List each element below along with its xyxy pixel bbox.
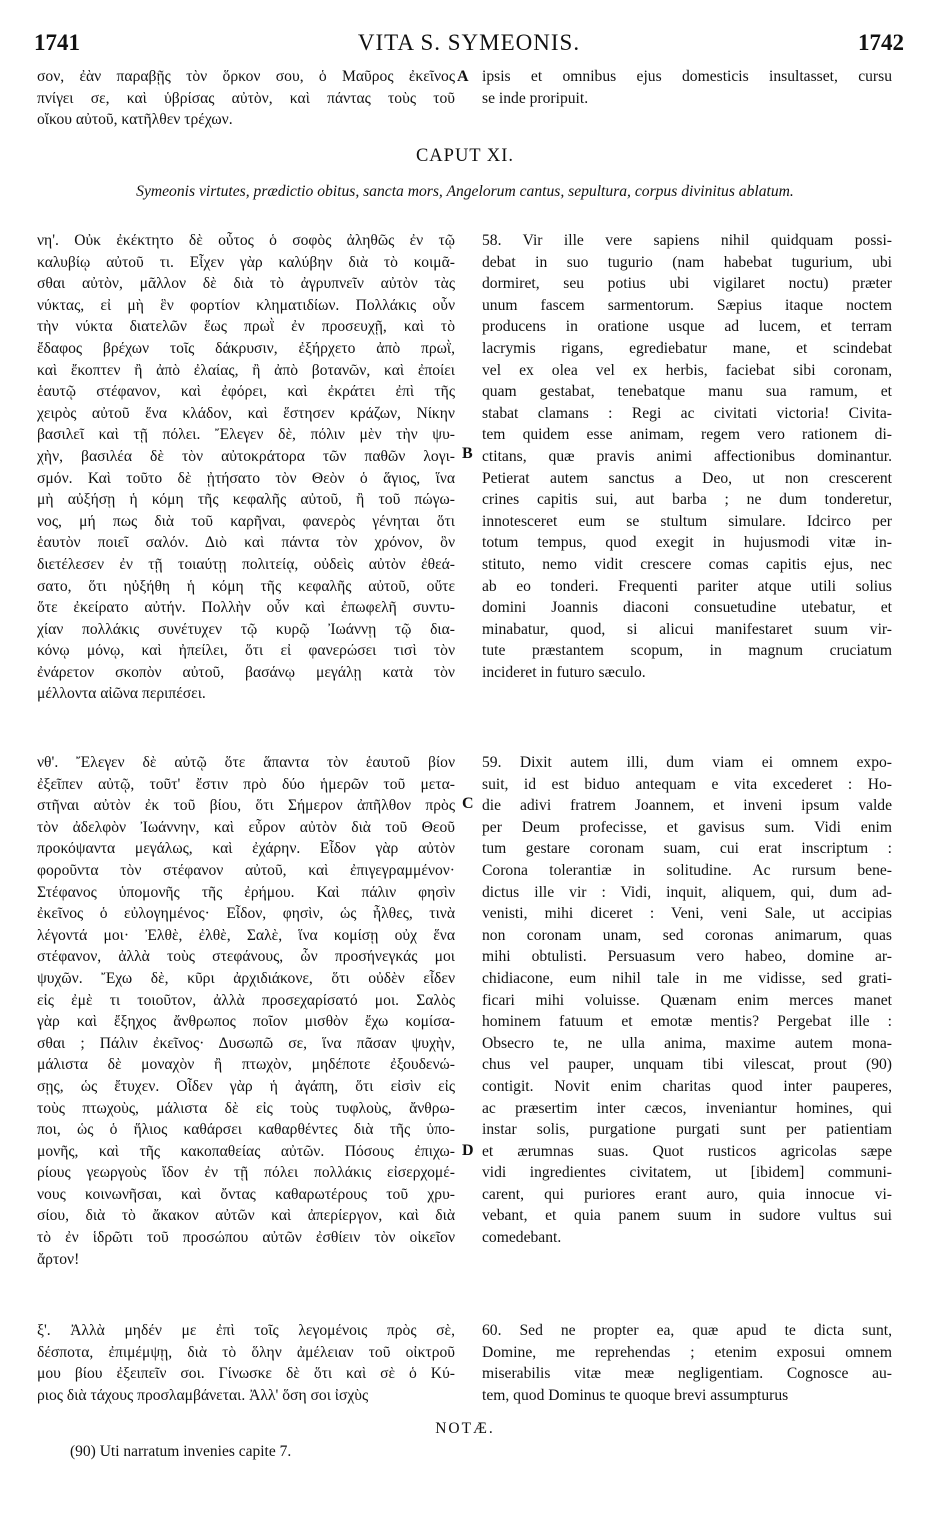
text-line: Στέφανος ὑπομονῆς τῆς ἐρήμου. Καὶ πάλιν φησὶν	[37, 883, 455, 901]
chapter-heading: CAPUT XI.	[415, 146, 515, 166]
text-line: στῆναι αὐτὸν ἐκ τοῦ βίου, ὅτι Σήμερον ἀπῆλθον πρὸς	[37, 797, 455, 815]
text-line: μου βίου ἐξειπεῖν σοι. Γίνωσκε δὲ ὅτι καὶ σὲ ὁ Κύ-	[37, 1365, 455, 1383]
text-line: chidiacone, eum nihil tale in me vidisse, sed grati-	[482, 969, 892, 987]
text-line: totum tempus, quod exegit in hujusmodi vitæ in-	[482, 534, 892, 552]
text-line: εἰς ἐμὲ τι τοιοῦτον, ἀλλὰ προσεχαρίσατό μοι. Σαλὸς	[37, 991, 455, 1009]
greek-paragraph-58	[37, 230, 455, 705]
text-line: dictus ille vir : Vidi, inquit, aliquem, qui, dum ad-	[482, 883, 892, 901]
text-line: vebant, et quia panem suum in sudore vultus sui	[482, 1207, 892, 1225]
text-line: κόνῳ μόνῳ, καὶ ἠπείλει, ὅτι εἰ φανερώσει τισὶ τὸν	[37, 642, 455, 660]
notes-heading: NOTÆ.	[435, 1420, 495, 1437]
text-line: Domine, me reprehendas ; etenim exposui omnem	[482, 1343, 892, 1361]
text-line: ποι, ὡς ὁ ἥλιος καθάρσει καθαρθέντες διὰ τῆς ὑπο-	[37, 1121, 455, 1139]
text-line: διετέλεσεν ἐν τῇ τοιαύτῃ πολιτείᾳ, οὐδεὶς αὐτὸν ἐθεά-	[37, 555, 455, 573]
text-line: ρίους γεωργοὺς ἴδον ἐν τῇ πόλει πολλάκις εἰσερχομέ-	[37, 1164, 455, 1182]
text-line: ἄρτον!	[37, 1250, 80, 1268]
text-line: stituto, nemo vidit crescere comas capitis ejus, nec	[482, 555, 892, 573]
text-line: tute præstantem scopum, in magnum cruciatum	[482, 642, 892, 660]
text-line: νους κοινωνῆσαι, καὶ ὄντας καθαρωτέρους τοῦ χρυ-	[37, 1185, 455, 1203]
text-line: σῃς, ὡς ἔτυχεν. Οἶδεν γὰρ ἡ ἀγάπη, ὅτι εἰσὶν εἰς	[37, 1077, 455, 1095]
text-line: μὴ αὐξήσῃ ἡ κόμη τῆς κεφαλῆς αὐτοῦ, ἢ τοῦ πώγω-	[37, 491, 455, 509]
text-line: et ærumnas suas. Quot rusticos agricolas sæpe	[482, 1142, 892, 1160]
text-line: ψυχῶν. Ἔχω δὲ, κῦρι ἀρχιδιάκονε, ὅτι οὐδὲν εἶδεν	[37, 969, 455, 987]
text-line: Petierat autem sanctus a Deo, ut non crescerent	[482, 469, 892, 487]
text-line: se inde proripuit.	[482, 89, 589, 107]
text-line: πνίγει σε, καὶ ὑβρίσας αὐτὸν, καὶ πάντας τοὺς τοῦ	[37, 89, 455, 107]
footnote-90: (90) Uti narratum invenies capite 7.	[70, 1443, 292, 1460]
text-line: λέγοντά μοι· Ἐλθὲ, ἐλθὲ, Σαλὲ, ἵνα κομίσῃ οὐχ ἕνα	[37, 926, 455, 944]
text-line: unum fascem sarmentorum. Sæpius itaque noctem	[482, 296, 892, 314]
latin-paragraph-59	[482, 752, 892, 1249]
margin-letter-d: D	[462, 1142, 474, 1159]
text-line: Corona tolerantiæ in solitudine. Ac rursum bene-	[482, 861, 892, 879]
page-number-right: 1742	[858, 30, 904, 55]
latin-paragraph-60	[482, 1320, 892, 1406]
margin-letter-a: A	[457, 68, 469, 85]
text-line: σμόν. Καὶ τοῦτο δὲ ᾐτήσατο τὸν Θεὸν ὁ ἅγιος, ἵνα	[37, 469, 455, 487]
text-line: debat in suo tugurio (nam habebat tugurium, ubi	[482, 253, 892, 271]
text-line: νύκτας, εἰ μὴ ἓν φορτίον κληματιδίων. Πολλάκις οὖν	[37, 296, 455, 314]
text-line: σατο, ὅτι ηὐξήθη ἡ κόμη τῆς κεφαλῆς αὐτοῦ, οὔτε	[37, 577, 455, 595]
text-line: ριος διὰ τάχους προσλαμβάνεται. Ἀλλ' ὅση σοι ἰσχὺς	[37, 1386, 369, 1404]
text-line: non coronam unam, sed coronas animarum, quas	[482, 926, 892, 944]
greek-column-top	[37, 66, 455, 131]
text-line: σίου, διὰ τὸ ἄκακον αὐτῶν καὶ ἀπερίεργον, καὶ διὰ	[37, 1207, 455, 1225]
text-line: καὶ ἔκοπτεν ἢ ἀπὸ ἐλαίας, ἢ ἀπὸ βοτανῶν, καὶ ἐποίει	[37, 361, 455, 379]
text-line: χειρὸς αὐτοῦ ἕνα κλάδον, καὶ ἕστησεν κράζων, Νίκην	[37, 404, 455, 422]
text-line: crines capitis sui, aut barba ; ne dum tonderetur,	[482, 491, 892, 509]
text-line: minabatur, quod, si alicui manifestaret suum vir-	[482, 620, 892, 638]
text-line: βασιλεῖ καὶ τῇ πόλει. Ἔλεγεν δὲ, πόλιν μὲν τὴν ψυ-	[37, 426, 455, 444]
text-line: ἑαυτὸν ποιεῖ σαλόν. Διὸ καὶ πάντα τὸν χρόνον, ὃν	[37, 534, 455, 552]
text-line: μάλιστα δὲ μοναχὸν ἢ πτωχὸν, μηδέποτε ἐξουδενώ-	[37, 1056, 455, 1074]
text-line: Obsecro te, ne ulla anima, maxime autem mona-	[482, 1034, 892, 1052]
text-line: vel ex olea vel ex herbis, faciebat sibi coronam,	[482, 361, 892, 379]
text-line: venisti, mihi diceret : Veni, veni Sale, ut accipias	[482, 905, 892, 923]
text-line: stabat clamans : Regi ac civitati victoria! Civita-	[482, 404, 892, 422]
text-line: ac præsertim inter cæcos, inveniantur homines, qui	[482, 1099, 892, 1117]
running-title: VITA S. SYMEONIS.	[357, 30, 581, 55]
text-line: δέσποτα, ἐπιμέμψῃ, διὰ τὸ ὅλην ἀμέλειαν τοῦ οἰκτροῦ	[37, 1343, 455, 1361]
text-line: ipsis et omnibus ejus domesticis insultasset, cursu	[482, 68, 892, 85]
text-line: producens in oratione usque ad lucem, et terram	[482, 318, 892, 336]
text-line: οἴκου αὐτοῦ, κατῆλθεν τρέχων.	[37, 111, 233, 129]
text-line: χὴν, βασιλέα δὲ τὸν αὐτοκράτορα τῶν παθῶν λογι-	[37, 447, 455, 465]
text-line: ἔδαφος βρέχων τοῖς δάκρυσιν, ἐξήρχετο ἀπὸ πρωῒ,	[37, 339, 455, 357]
text-line: ab eo tonderi. Frequenti pariter atque utili solius	[482, 577, 892, 595]
margin-letter-c: C	[462, 795, 474, 812]
text-line: ἑαυτῷ στέφανον, καὶ ἐφόρει, καὶ ἐκράτει ἐπὶ τῆς	[37, 383, 455, 401]
text-line: per Deum profecisse, et gavisus sum. Vidi enim	[482, 818, 892, 836]
text-line: miserabilis vitæ meæ negligentiam. Cognosce au-	[482, 1365, 892, 1383]
text-line: χίαν πολλάκις συνέτυχεν τῷ κυρῷ Ἰωάννῃ τῷ δια-	[37, 620, 455, 638]
text-line: 59. Dixit autem illi, dum viam ei omnem expo-	[482, 754, 892, 771]
text-line: mihi obtulisti. Persuasum vero habeo, domine ar-	[482, 948, 892, 966]
text-line: tem quidem esse animam, regem vero rationem di-	[482, 426, 892, 444]
text-line: νος, μή πως διὰ τοῦ καρῆναι, φανερὸς γένηται ὅτι	[37, 512, 455, 530]
text-line: φοροῦντα τὸν στέφανον αὐτοῦ, καὶ ἐπιγεγραμμένον·	[37, 861, 455, 879]
text-line: τὸν ἀδελφὸν Ἰωάννην, καὶ εὗρον αὐτὸν διὰ τοῦ Θεοῦ	[37, 818, 455, 836]
text-line: chus vel pauper, unquam tibi vilescat, prout (90)	[482, 1056, 892, 1074]
text-line: ficari mihi voluisse. Quænam enim merces manet	[482, 991, 892, 1009]
text-line: τοὺς πτωχοὺς, μάλιστα δὲ εἰς τοὺς τυφλοὺς, ἄνθρω-	[37, 1099, 455, 1117]
text-line: instar solis, purgatione purgati sunt per patientiam	[482, 1121, 892, 1139]
chapter-summary: Symeonis virtutes, prædictio obitus, sancta mors, Angelorum cantus, sepultura, corpus divinitus ablatum.	[136, 183, 794, 200]
text-line: hominem fatuum et emotæ mentis? Pergebat ille :	[482, 1013, 892, 1031]
text-line: μέλλοντα αἰῶνα περιπέσει.	[37, 685, 206, 703]
text-line: suit, id est biduo antequam e vita excederet : Ho-	[482, 775, 892, 793]
text-line: incideret in futuro sæculo.	[482, 663, 646, 681]
text-line: contigit. Novit enim charitas quod inter pauperes,	[482, 1077, 892, 1095]
page-number-left: 1741	[34, 30, 80, 55]
text-line: ἐκεῖνος ὁ εὐλογημένος· Εἶδον, φησὶν, ὡς ἦλθες, τινὰ	[37, 905, 455, 923]
text-line: tum gestare coronam suam, cui erat inscriptum :	[482, 840, 892, 858]
text-line: σον, ἐὰν παραβῇς τὸν ὅρκον σου, ὁ Μαῦρος ἐκεῖνος	[37, 68, 455, 85]
latin-column-top	[482, 66, 892, 109]
text-line: ὅτε ἐκείρατο αὐτήν. Πολλὴν οὖν καὶ ἐπωφελῆ συντυ-	[37, 599, 455, 617]
text-line: σθαι ; Πάλιν ἐκεῖνος· Δυσωπῶ σε, ἵνα πᾶσαν ψυχὴν,	[37, 1034, 455, 1052]
text-line: quam gestabat, tenebatque manu sua ramum, et	[482, 383, 892, 401]
text-line: ἐνάρετον σκοπὸν αὐτοῦ, βασάνῳ μεγάλῃ κατὰ τὸν	[37, 663, 455, 681]
text-line: domini Joannis diaconi consuetudine utebatur, et	[482, 599, 892, 617]
greek-paragraph-60	[37, 1320, 455, 1406]
text-line: carent, qui puriores erant auro, quia innocue vi-	[482, 1185, 892, 1203]
page-header	[34, 30, 904, 60]
greek-paragraph-59	[37, 752, 455, 1270]
text-line: innotesceret eum se stultum simulare. Idcirco per	[482, 512, 892, 530]
text-line: καλυβίῳ αὐτοῦ τι. Εἶχεν γὰρ καλύβην διὰ τὸ κοιμᾶ-	[37, 253, 455, 271]
text-line: tem, quod Dominus te quoque brevi assumpturus	[482, 1386, 789, 1404]
text-line: lacrymis rigans, egrediebatur mane, et scindebat	[482, 339, 892, 357]
text-line: ξ'. Ἀλλὰ μηδέν με ἐπὶ τοῖς λεγομένοις πρὸς σὲ,	[37, 1322, 455, 1339]
text-line: τὸ ἐν ἱδρῶτι τοῦ προσώπου αὐτῶν ἐσθίειν τὸν οἰκεῖον	[37, 1229, 455, 1247]
text-line: τὴν νύκτα διατελῶν ἕως πρωῒ ἐν προσευχῇ, καὶ τὸ	[37, 318, 455, 336]
text-line: ἐξεῖπεν αὐτῷ, τοῦτ' ἔστιν πρὸ δύο ἡμερῶν τοῦ μετα-	[37, 775, 455, 793]
text-line: comedebant.	[482, 1229, 562, 1247]
latin-paragraph-58	[482, 230, 892, 683]
text-line: νθ'. Ἔλεγεν δὲ αὐτῷ ὅτε ἅπαντα τὸν ἑαυτοῦ βίον	[37, 754, 455, 771]
text-line: σθαι αὐτὸν, μᾶλλον δὲ διὰ τὸ ἀγρυπνεῖν αὐτὸν τὰς	[37, 275, 455, 293]
text-line: γὰρ καὶ ἔξηχος ἄνθρωπος ποῖον μισθὸν ἔχω κομίσα-	[37, 1013, 455, 1031]
text-line: μονῆς, καὶ τῆς κακοπαθείας αὐτῶν. Πόσους ἐπιχω-	[37, 1142, 455, 1160]
margin-letter-b: B	[462, 445, 473, 462]
text-line: προκόψαντα μεγάλως, καὶ ἐχάρην. Εἶδον γὰρ αὐτὸν	[37, 840, 455, 858]
text-line: 58. Vir ille vere sapiens nihil quidquam possi-	[482, 232, 892, 249]
text-line: die adivi fratrem Joannem, et inveni ipsum valde	[482, 797, 892, 815]
text-line: ctitans, quæ pravis animi affectionibus dominantur.	[482, 447, 892, 465]
text-line: vidi ingredientes civitatem, ut [ibidem] communi-	[482, 1164, 892, 1182]
text-line: dormiret, seu potius ubi vigilaret noctu) præter	[482, 275, 892, 293]
text-line: στέφανον, ἀλλὰ τοὺς στεφάνους, ὧν προσήνεγκάς μοι	[37, 948, 455, 966]
text-line: νη'. Οὐκ ἐκέκτητο δὲ οὗτος ὁ σοφὸς ἀληθῶς ἐν τῷ	[37, 232, 455, 249]
text-line: 60. Sed ne propter ea, quæ apud te dicta sunt,	[482, 1322, 892, 1339]
